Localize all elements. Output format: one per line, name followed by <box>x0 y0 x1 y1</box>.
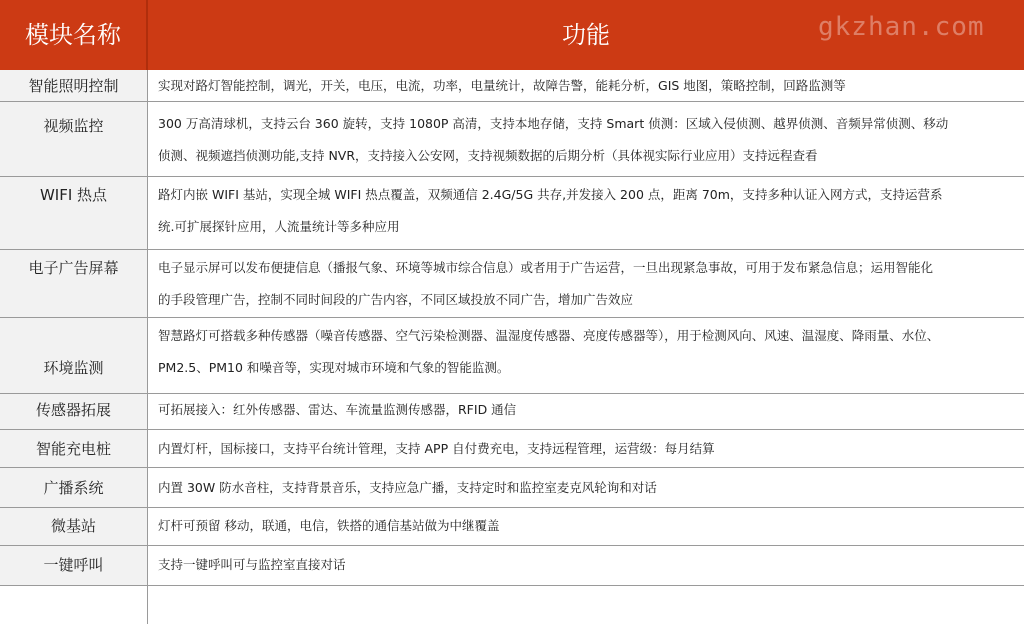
header-module-name: 模块名称 <box>25 21 121 49</box>
table-row <box>0 430 1024 468</box>
module-name: 一键呼叫 <box>43 556 104 574</box>
function-cell <box>148 250 1018 317</box>
function-line: 的手段管理广告，控制不同时间段的广告内容，不同区域投放不同广告，增加广告效应 <box>158 292 634 307</box>
table-row <box>0 102 1024 177</box>
empty-cell <box>0 586 147 624</box>
function-cell <box>148 102 1018 176</box>
function-line: 实现对路灯智能控制，调光，开关，电压，电流，功率，电量统计，故障告警，能耗分析，GIS 地图，策略控制，回路监测等 <box>158 78 846 93</box>
function-line: 路灯内嵌 WIFI 基站，实现全城 WIFI 热点覆盖，双频通信 2.4G/5G 共存,并发接入 200 点，距离 70m，支持多种认证入网方式，支持运营系 <box>158 187 943 202</box>
function-line: PM2.5、PM10 和噪音等，实现对城市环境和气象的智能监测。 <box>158 360 510 375</box>
table-row <box>0 318 1024 394</box>
function-line: 电子显示屏可以发布便捷信息（播报气象、环境等城市综合信息）或者用于广告运营，一旦出现紧急事故，可用于发布紧急信息；运用智能化 <box>158 260 934 275</box>
function-line: 灯杆可预留 移动，联通，电信，铁搭的通信基站做为中继覆盖 <box>158 518 500 533</box>
function-line: 内置灯杆，国标接口，支持平台统计管理，支持 APP 自付费充电，支持远程管理，运营级：每月结算 <box>158 441 715 456</box>
watermark: gkzhan.com <box>818 12 985 42</box>
module-name-cell <box>0 102 147 176</box>
module-name-cell <box>0 318 147 393</box>
module-name-cell <box>0 250 147 317</box>
function-cell <box>148 70 1018 101</box>
function-cell <box>148 318 1018 393</box>
module-name: 智能照明控制 <box>28 77 119 95</box>
function-cell <box>148 468 1018 507</box>
function-line: 内置 30W 防水音柱，支持背景音乐，支持应急广播，支持定时和监控室麦克风轮询和对话 <box>158 480 657 495</box>
table-row <box>0 250 1024 318</box>
table-row <box>0 508 1024 546</box>
module-name: 传感器拓展 <box>35 401 111 419</box>
function-line: 侦测、视频遮挡侦测功能,支持 NVR，支持接入公安网，支持视频数据的后期分析（具体视实际行业应用）支持远程查看 <box>158 148 818 163</box>
table-header <box>0 0 1024 70</box>
function-cell <box>148 394 1018 429</box>
table-row <box>0 468 1024 508</box>
module-name: WIFI 热点 <box>39 186 108 204</box>
module-name-cell <box>0 508 147 545</box>
module-name-cell <box>0 394 147 429</box>
header-function: 功能 <box>562 21 610 49</box>
function-cell <box>148 430 1018 467</box>
table-row <box>0 70 1024 102</box>
module-name-cell <box>0 546 147 585</box>
module-name: 微基站 <box>50 517 96 535</box>
module-name-cell <box>0 177 147 249</box>
module-name: 智能充电桩 <box>35 440 111 458</box>
function-cell <box>148 508 1018 545</box>
module-name-cell <box>0 70 147 101</box>
table-row <box>0 394 1024 430</box>
module-name: 电子广告屏幕 <box>28 259 119 277</box>
function-cell <box>148 177 1018 249</box>
table-row <box>0 177 1024 250</box>
module-name-cell <box>0 468 147 507</box>
module-name: 环境监测 <box>43 359 104 377</box>
function-line: 支持一键呼叫可与监控室直接对话 <box>158 557 346 572</box>
function-line: 统.可扩展探针应用，人流量统计等多种应用 <box>158 219 400 234</box>
function-line: 可拓展接入：红外传感器、雷达、车流量监测传感器，RFID 通信 <box>158 402 517 417</box>
module-name: 视频监控 <box>43 117 104 135</box>
module-name: 广播系统 <box>43 479 104 497</box>
table-row <box>0 546 1024 586</box>
function-line: 智慧路灯可搭载多种传感器（噪音传感器、空气污染检测器、温湿度传感器、亮度传感器等），用于检测风向、风速、温湿度、降雨量、水位、 <box>158 328 940 343</box>
module-name-cell <box>0 430 147 467</box>
function-line: 300 万高清球机，支持云台 360 旋转，支持 1080P 高清，支持本地存储，支持 Smart 侦测：区域入侵侦测、越界侦测、音频异常侦测、移动 <box>158 116 949 131</box>
function-cell <box>148 546 1018 585</box>
